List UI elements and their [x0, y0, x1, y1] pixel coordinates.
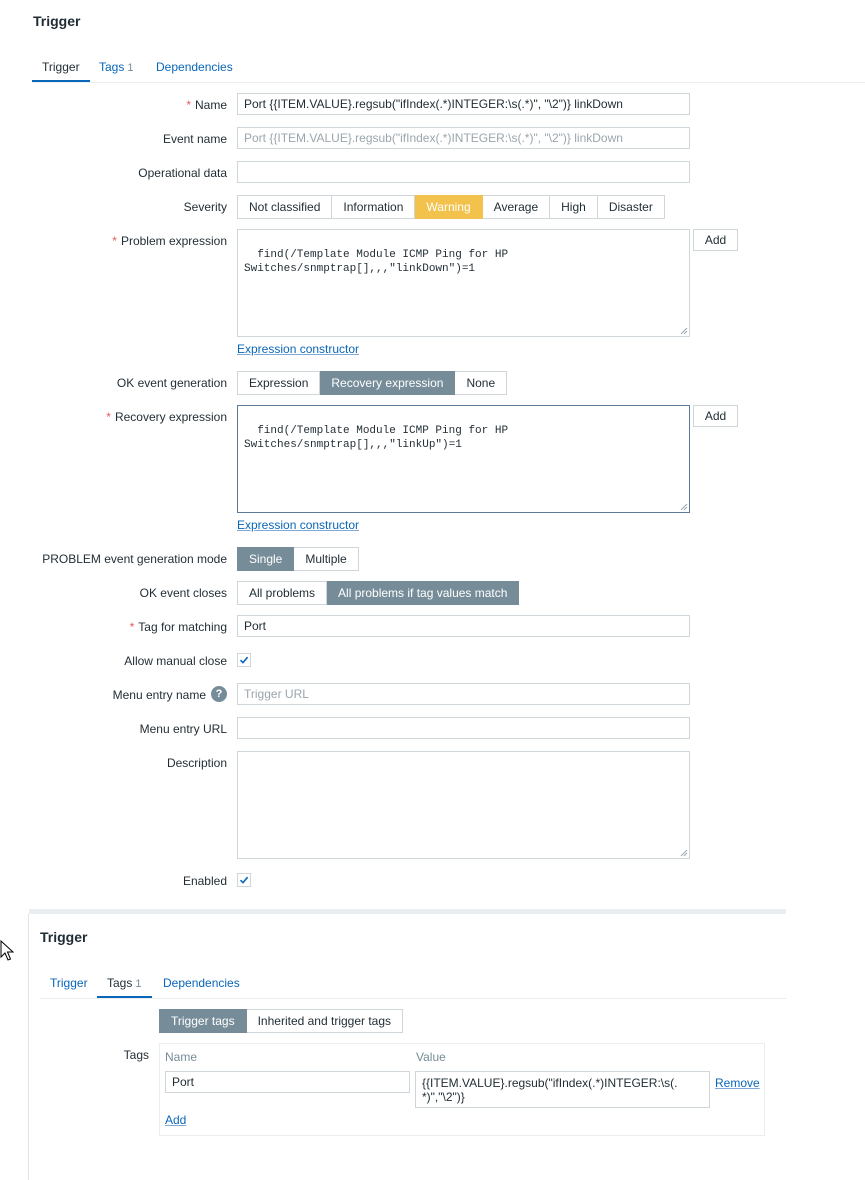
ok-event-generation-label: OK event generation	[116, 376, 227, 390]
checkmark-icon	[239, 655, 249, 665]
name-label-text: Name	[194, 98, 227, 112]
tag-matching-label-text: Tag for matching	[138, 620, 227, 634]
menu-entry-name-label: Menu entry name	[112, 688, 206, 702]
panel-left-border	[28, 914, 29, 1180]
required-marker: *	[112, 234, 117, 248]
recovery-expression-label	[106, 410, 227, 424]
tag-value-input[interactable]: {{ITEM.VALUE}.regsub("ifIndex(.*)INTEGER:\s(.*)","\2")}	[415, 1071, 710, 1108]
severity-average[interactable]: Average	[483, 195, 550, 219]
tab-tags-label: Tags	[107, 976, 133, 990]
tag-mode-trigger-tags[interactable]: Trigger tags	[159, 1009, 247, 1033]
tag-mode-inherited[interactable]: Inherited and trigger tags	[247, 1009, 403, 1033]
section-divider	[29, 909, 786, 914]
enabled-checkbox[interactable]	[237, 873, 251, 887]
tag-mode-selector	[159, 1009, 403, 1033]
tab-tags[interactable]	[99, 60, 133, 74]
required-marker: *	[129, 620, 135, 634]
resize-handle-icon[interactable]	[680, 849, 688, 857]
help-icon[interactable]: ?	[211, 686, 227, 702]
severity-disaster[interactable]: Disaster	[598, 195, 665, 219]
mouse-cursor-icon	[0, 940, 14, 962]
allow-manual-close-label: Allow manual close	[124, 654, 227, 668]
severity-information[interactable]: Information	[332, 195, 415, 219]
event-name-label: Event name	[162, 132, 227, 146]
expression-constructor-link[interactable]: Expression constructor	[237, 518, 360, 532]
tab-tags-count: 1	[127, 62, 134, 74]
tags-column-value: Value	[416, 1050, 446, 1064]
add-tag-link[interactable]: Add	[165, 1113, 187, 1127]
problem-expression-label-text: Problem expression	[120, 234, 227, 248]
menu-entry-name-input[interactable]: Trigger URL	[237, 683, 690, 705]
tags-label: Tags	[123, 1048, 149, 1062]
severity-label: Severity	[183, 200, 227, 214]
problem-mode-label: PROBLEM event generation mode	[42, 552, 227, 566]
description-label: Description	[166, 756, 227, 770]
severity-high[interactable]: High	[550, 195, 598, 219]
menu-entry-url-label: Menu entry URL	[139, 722, 227, 736]
tag-matching-input[interactable]: Port	[237, 615, 690, 637]
remove-tag-link[interactable]: Remove	[715, 1076, 760, 1090]
checkmark-icon	[239, 875, 249, 885]
severity-warning[interactable]: Warning	[415, 195, 482, 219]
tab-dependencies[interactable]: Dependencies	[156, 60, 233, 74]
ok-event-expression[interactable]: Expression	[237, 371, 320, 395]
ok-event-none[interactable]: None	[455, 371, 507, 395]
tab-trigger[interactable]: Trigger	[42, 60, 80, 74]
tabbar-divider	[40, 998, 786, 999]
page-title: Trigger	[33, 13, 81, 29]
operational-data-label: Operational data	[138, 166, 227, 180]
add-problem-expression-button[interactable]: Add	[693, 229, 738, 251]
problem-mode-multiple[interactable]: Multiple	[294, 547, 358, 571]
expression-constructor-link[interactable]: Expression constructor	[237, 342, 360, 356]
ok-event-generation-selector	[237, 371, 507, 395]
description-textarea[interactable]	[237, 751, 690, 859]
ok-event-closes-label: OK event closes	[139, 586, 227, 600]
tab-tags-label: Tags	[99, 60, 125, 74]
recovery-expression-label-text: Recovery expression	[114, 410, 227, 424]
problem-mode-selector	[237, 547, 359, 571]
tabbar-divider	[32, 82, 865, 83]
menu-entry-url-input[interactable]	[237, 717, 690, 739]
severity-not-classified[interactable]: Not classified	[237, 195, 332, 219]
name-label	[186, 98, 227, 112]
recovery-expression-text: find(/Template Module ICMP Ping for HP Switches/snmptrap[],,,"linkUp")=1	[244, 425, 509, 451]
name-input[interactable]: Port {{ITEM.VALUE}.regsub("ifIndex(.*)INTEGER:\s(.*)", "\2")} linkDown	[237, 93, 690, 115]
problem-expression-label	[112, 234, 227, 248]
tab-tags-count: 1	[135, 978, 142, 990]
allow-manual-close-checkbox[interactable]	[237, 653, 251, 667]
problem-mode-single[interactable]: Single	[237, 547, 294, 571]
tab-trigger[interactable]: Trigger	[50, 976, 88, 990]
ok-event-closes-selector	[237, 581, 519, 605]
severity-selector	[237, 195, 665, 219]
resize-handle-icon[interactable]	[680, 503, 688, 511]
required-marker: *	[106, 410, 111, 424]
tags-column-name: Name	[165, 1050, 198, 1064]
event-name-input[interactable]: Port {{ITEM.VALUE}.regsub("ifIndex(.*)INTEGER:\s(.*)", "\2")} linkDown	[237, 127, 690, 149]
resize-handle-icon[interactable]	[680, 327, 688, 335]
tag-matching-label	[130, 620, 227, 634]
tab-tags[interactable]	[107, 976, 141, 990]
ok-event-recovery-expression[interactable]: Recovery expression	[320, 371, 455, 395]
page-title-2: Trigger	[40, 929, 88, 945]
problem-expression-textarea[interactable]	[237, 229, 690, 337]
add-recovery-expression-button[interactable]: Add	[693, 405, 738, 427]
operational-data-input[interactable]	[237, 161, 690, 183]
problem-expression-text: find(/Template Module ICMP Ping for HP Switches/snmptrap[],,,"linkDown")=1	[244, 249, 509, 275]
tab-dependencies[interactable]: Dependencies	[163, 976, 240, 990]
recovery-expression-textarea[interactable]	[237, 405, 690, 513]
tag-name-input[interactable]: Port	[165, 1071, 410, 1093]
ok-closes-all-problems[interactable]: All problems	[237, 581, 327, 605]
enabled-label: Enabled	[182, 874, 227, 888]
required-marker: *	[186, 98, 191, 112]
ok-closes-tag-match[interactable]: All problems if tag values match	[327, 581, 519, 605]
